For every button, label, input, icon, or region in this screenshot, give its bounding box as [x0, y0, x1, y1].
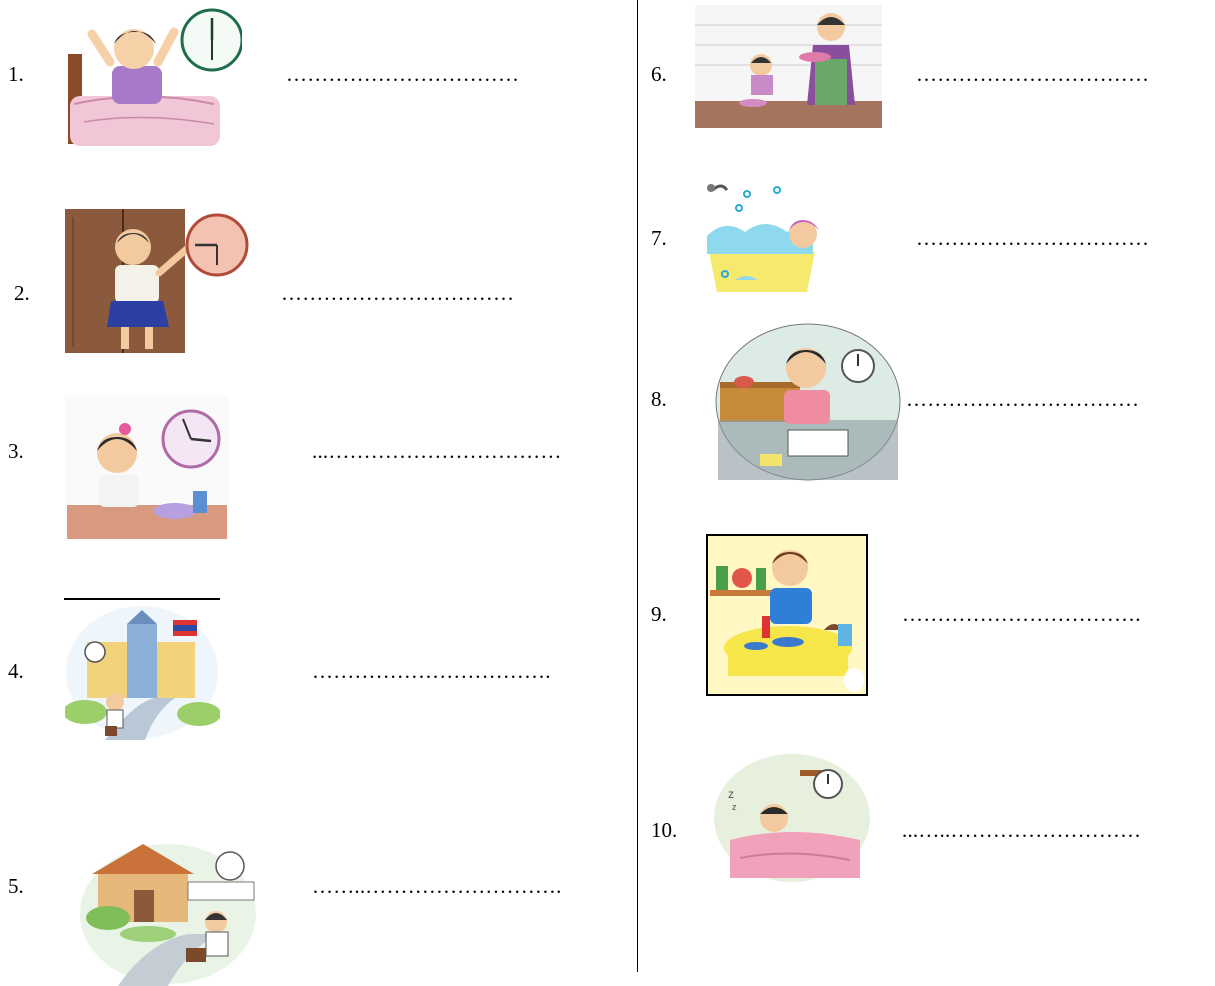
column-divider	[637, 0, 638, 972]
boy-having-dinner-icon	[706, 534, 868, 696]
item-number-6: 6.	[651, 62, 667, 86]
child-going-to-school-clock-icon	[65, 602, 220, 740]
item-number-2: 2.	[14, 281, 30, 305]
girl-helping-mother-icon	[695, 5, 882, 128]
picture-top-border	[64, 598, 220, 600]
girl-dressing-wardrobe-clock-icon	[63, 207, 255, 355]
answer-blank-9[interactable]: …………………………….	[902, 602, 1141, 626]
answer-blank-6[interactable]: ……………………………	[916, 62, 1150, 86]
item-number-10: 10.	[651, 818, 678, 842]
item-number-1: 1.	[8, 62, 24, 86]
girl-sleeping-clock-icon	[710, 748, 874, 888]
item-number-4: 4.	[8, 659, 24, 683]
item-number-3: 3.	[8, 439, 24, 463]
svg-text:z: z	[732, 802, 737, 812]
answer-blank-5[interactable]: ……..……………………….	[312, 874, 562, 898]
item-number-9: 9.	[651, 602, 667, 626]
child-going-home-clock-icon	[78, 838, 257, 986]
answer-blank-10[interactable]: ...…..………………………	[902, 818, 1142, 842]
answer-blank-4[interactable]: …………………………….	[312, 659, 551, 683]
answer-blank-7[interactable]: ……………………………	[916, 226, 1150, 250]
child-taking-bath-icon	[695, 180, 833, 295]
svg-text:z: z	[728, 787, 734, 801]
answer-blank-3[interactable]: ...……………………………	[312, 439, 562, 463]
girl-eating-breakfast-clock-icon	[65, 395, 229, 541]
answer-blank-8[interactable]: ……………………………	[906, 387, 1140, 411]
item-number-5: 5.	[8, 874, 24, 898]
girl-waking-up-clock-icon	[64, 4, 242, 147]
girl-doing-homework-clock-icon	[710, 320, 906, 483]
answer-blank-2[interactable]: ……………………………	[281, 281, 515, 305]
answer-blank-1[interactable]: ……………………………	[286, 62, 520, 86]
item-number-7: 7.	[651, 226, 667, 250]
item-number-8: 8.	[651, 387, 667, 411]
